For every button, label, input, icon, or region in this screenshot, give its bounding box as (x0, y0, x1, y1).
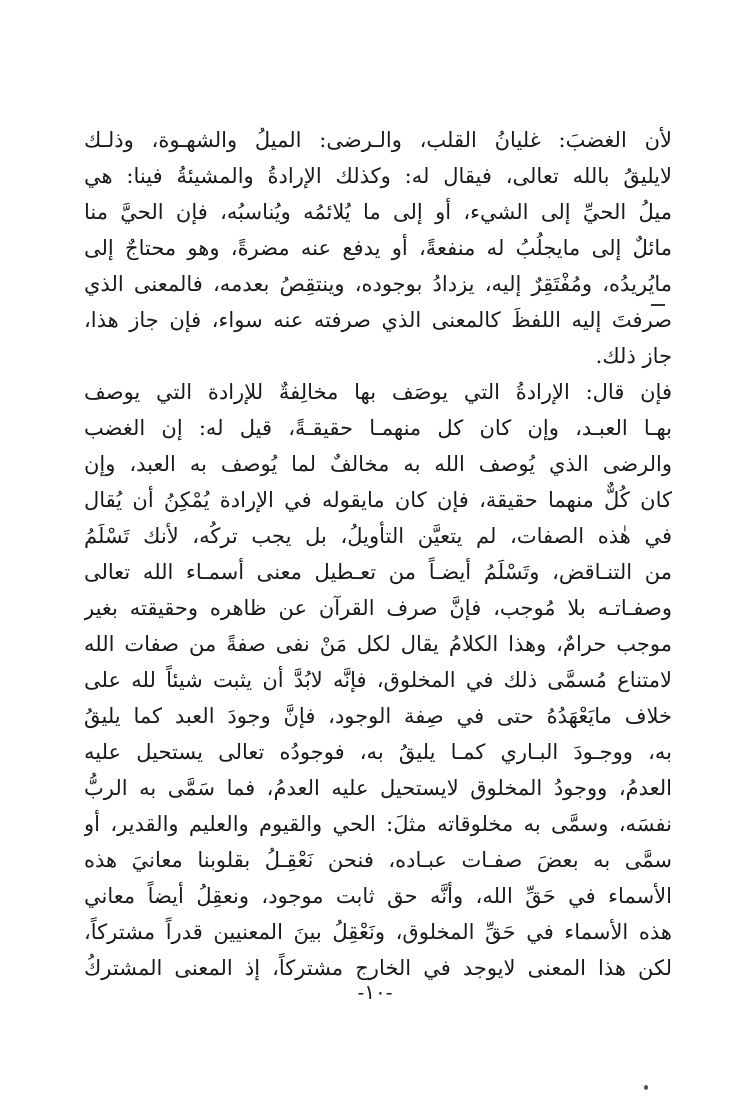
page-number: -١٠- (357, 980, 393, 1004)
text-line: سمَّى به بعضَ صفـات عبـاده، فنحن نَعْقِـلُ بقلوبنا معانيَ هذه (84, 848, 672, 872)
text-line: خلاف مايَعْهَدُهُ حتى في صِفة الوجود، فإنَّ وجودَ العبد كما يليقُ (84, 704, 672, 728)
text-line: ميلُ الحيِّ إلى الشيء، أو إلى ما يُلائمُه ويُناسبُه، فإن الحيَّ منا (84, 200, 672, 224)
text-line: في هٰذه الصفات، لم يتعيَّن التأويلُ، بل يجب تركُه، لأنك تَسْلَمُ (84, 524, 672, 548)
text-line: كان كُلٌّ منهما حقيقة، فإن كان مايقوله في الإرادة يُمْكِنُ أن يُقال (84, 488, 672, 512)
text-line: به، ووجـودَ البـاري كمـا يليقُ به، فوجودُه تعالى يستحيل عليه (84, 740, 672, 764)
text-line: هذه الأسماء في حَقِّ المخلوق، ونَعْقِلُ بينَ المعنيين قدراً مشتركاً، (84, 920, 672, 944)
text-line: مائلٌ إلى مايجلُبُ له منفعةً، أو يدفع عنه مضرةً، وهو محتاجٌ إلى (84, 236, 672, 260)
text-line: مايُريدُه، ومُفْتَقِرٌ إليه، يزدادُ بوجوده، وينتقِصُ بعدمه، فالمعنى الذي (84, 272, 672, 296)
margin-mark (651, 304, 665, 306)
text-line: والرضى الذي يُوصف الله به مخالفٌ لما يُوصف به العبد، وإن (84, 452, 672, 476)
text-line: موجب حرامٌ، وهذا الكلامُ يقال لكل مَنْ نفى صفةً من صفات الله (84, 632, 672, 656)
text-line: فإن قال: الإرادةُ التي يوصَف بها مخالِفةٌ للإرادة التي يوصف (84, 380, 672, 404)
text-line: وصفـاتـه بلا مُوجب، فإنَّ صرف القرآن عن ظاهره وحقيقته بغير (84, 596, 672, 620)
text-line: صرفتَ إليه اللفظَ كالمعنى الذي صرفته عنه سواء، فإن جاز هذا، (84, 308, 672, 332)
text-line: بهـا العبـد، وإن كان كل منهمـا حقيقـةً، قيل له: إن الغضب (84, 416, 672, 440)
scan-speck (644, 1085, 648, 1090)
text-line: العدمُ، ووجودُ المخلوق لايستحيل عليه العدمُ، فما سَمَّى به الربُّ (84, 776, 672, 800)
paragraph-1 (84, 122, 672, 374)
text-line: الأسماء في حَقِّ الله، وأنَّه حق ثابت موجود، ونعقِلُ أيضاً معاني (84, 884, 672, 908)
text-line: جاز ذلك. (595, 344, 672, 368)
paragraph-2 (84, 374, 672, 986)
text-line: من التنـاقض، وتَسْلَمُ أيضـاً من تعـطيل معنى أسمـاء الله تعالى (84, 560, 672, 584)
text-line: لأن الغضبَ: غليانُ القلب، والـرضى: الميلُ والشهـوة، وذلـك (84, 128, 672, 152)
text-line: لكن هذا المعنى لايوجد في الخارج مشتركاً، إذ المعنى المشتركُ (84, 956, 672, 980)
text-line: لايليقُ بالله تعالى، فيقال له: وكذلك الإرادةُ والمشيئةُ فينا: هي (84, 164, 672, 188)
text-line: نفسَه، وسمَّى به مخلوقاته مثلَ: الحي والقيوم والعليم والقدير، أو (84, 812, 672, 836)
text-line: لامتناع مُسمَّى ذلك في المخلوق، فإنَّه لابُدَّ أن يثبت شيئاً لله على (84, 668, 672, 692)
